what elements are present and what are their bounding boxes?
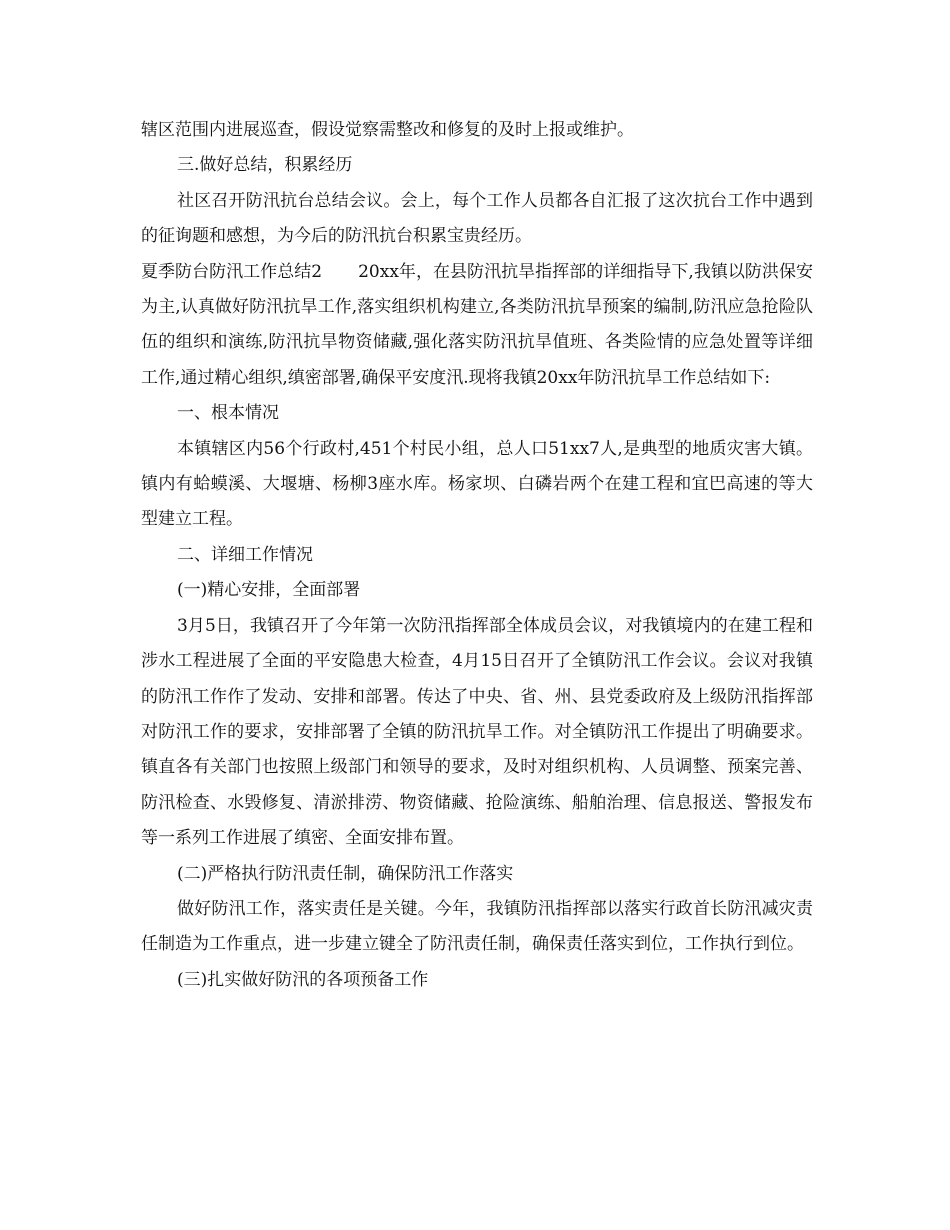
paragraph-responsibility: 做好防汛工作，落实责任是关键。今年，我镇防汛指挥部以落实行政首长防汛减灾责任制造为工作重点，进一步建立键全了防汛责任制，确保责任落实到位，工作执行到位。 xyxy=(141,898,813,955)
section-heading-work-details: 二、详细工作情况 xyxy=(177,544,313,565)
subsection-heading-preparation: (三)扎实做好防汛的各项预备工作 xyxy=(177,969,429,990)
document-body xyxy=(141,113,813,998)
paragraph-summary-meeting: 社区召开防汛抗台总结会议。会上，每个工作人员都各自汇报了这次抗台工作中遇到的征询题和感想，为今后的防汛抗台积累宝贵经历。 xyxy=(141,190,813,247)
paragraph-inspection-continuation: 辖区范围内进展巡查，假设觉察需整改和修复的及时上报或维护。 xyxy=(141,120,634,140)
subsection-heading-responsibility: (二)严格执行防汛责任制，确保防汛工作落实 xyxy=(177,863,514,884)
document-title: 夏季防台防汛工作总结2 xyxy=(141,261,323,282)
paragraph-intro-text: 20xx年，在县防汛抗旱指挥部的详细指导下,我镇以防洪保安为主,认真做好防汛抗旱工作,落实组织机构建立,各类防汛抗旱预案的编制,防汛应急抢险队伍的组织和演练,防汛抗旱物资储藏,强化落实防汛抗旱值班、各类险情的应急处置等详细工作,通过精心组织,缜密部署,确保平安度汛.现将我镇20xx年防汛抗旱工作总结如下: xyxy=(141,261,813,388)
paragraph-meetings: 3月5日，我镇召开了今年第一次防汛指挥部全体成员会议，对我镇境内的在建工程和涉水工程进展了全面的平安隐患大检查，4月15日召开了全镇防汛工作会议。会议对我镇的防汛工作作了发动、安排和部署。传达了中央、省、州、县党委政府及上级防汛指挥部对防汛工作的要求，安排部署了全镇的防汛抗旱工作。对全镇防汛工作提出了明确要求。镇直各有关部门也按照上级部门和领导的要求，及时对组织机构、人员调整、预案完善、防汛检查、水毁修复、清淤排涝、物资储藏、抢险演练、船舶治理、信息报送、警报发布等一系列工作进展了缜密、全面安排布置。 xyxy=(141,615,813,849)
subsection-heading-deployment: (一)精心安排，全面部署 xyxy=(177,580,361,601)
section-heading-summary: 三.做好总结，积累经历 xyxy=(177,155,353,176)
section-heading-basic-situation: 一、根本情况 xyxy=(177,403,279,424)
paragraph-document-title xyxy=(141,255,813,397)
paragraph-town-overview: 本镇辖区内56个行政村,451个村民小组，总人口51xx7人,是典型的地质灾害大镇。镇内有蛤蟆溪、大堰塘、杨柳3座水库。杨家坝、白磷岩两个在建工程和宜巴高速的等大型建立工程。 xyxy=(141,438,813,530)
